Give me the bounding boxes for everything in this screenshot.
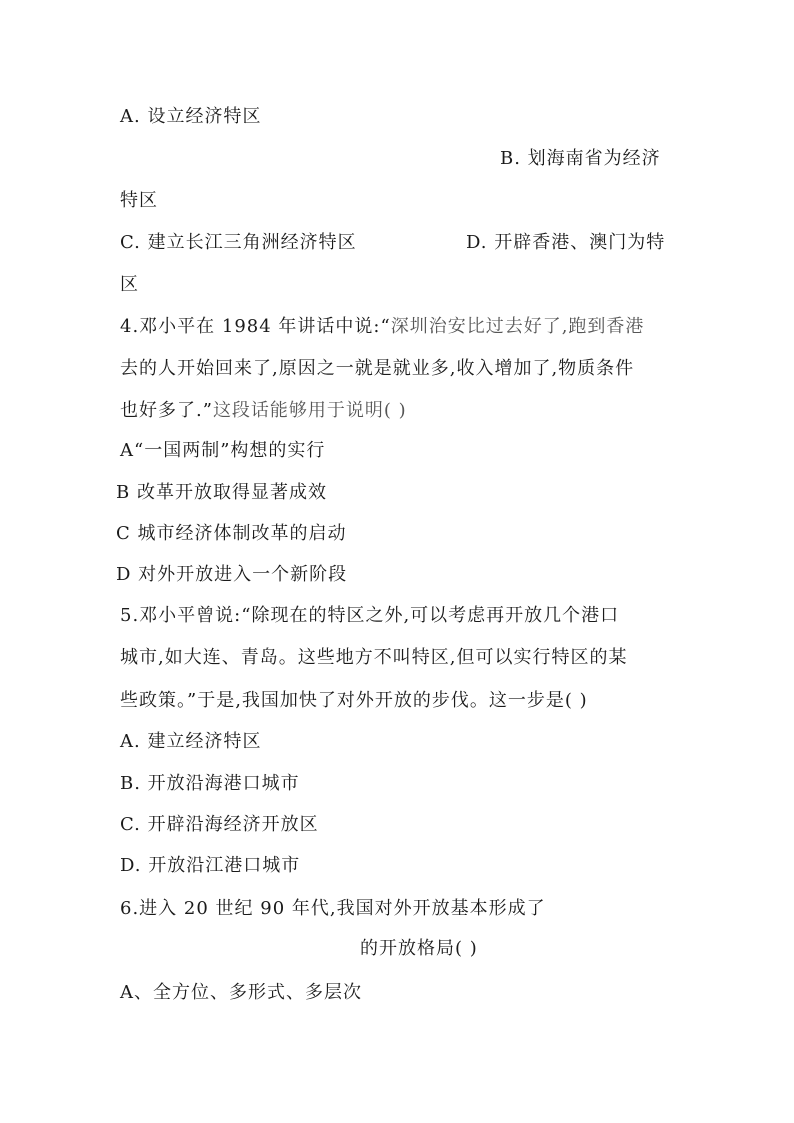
q6-option-a: A、全方位、多形式、多层次 — [120, 982, 362, 1003]
q4-stem-line1-quote: 深圳治安比过去好了,跑到香港 — [390, 316, 645, 337]
q4-stem-line1-part1: 4.邓小平在 1984 年讲话中说:“ — [120, 316, 391, 337]
q6-stem-line2: 的开放格局( ) — [360, 938, 478, 959]
q4-option-b: B 改革开放取得显著成效 — [116, 482, 327, 503]
q3-option-b-line2: 特区 — [120, 190, 158, 211]
q6-stem-line1: 6.进入 20 世纪 90 年代,我国对外开放基本形成了 — [120, 898, 546, 919]
q4-stem-line2: 去的人开始回来了,原因之一就是就业多,收入增加了,物质条件 — [120, 358, 635, 379]
q3-option-b-line1: B. 划海南省为经济 — [500, 148, 661, 169]
q5-option-b: B. 开放沿海港口城市 — [120, 773, 300, 794]
q3-option-d-line2: 区 — [120, 274, 139, 295]
q5-option-c: C. 开辟沿海经济开放区 — [120, 814, 319, 835]
q4-stem-line3-part2: 这段话能够用于说明( ) — [212, 400, 407, 421]
q3-option-d-line1: D. 开辟香港、澳门为特 — [466, 232, 666, 253]
q3-option-a: A. 设立经济特区 — [120, 106, 262, 127]
q4-stem-line3-part1: 也好多了.” — [120, 400, 213, 421]
q4-option-a: A“一国两制”构想的实行 — [120, 440, 326, 461]
q4-option-c: C 城市经济体制改革的启动 — [116, 523, 347, 544]
q4-stem-line1 — [120, 314, 644, 340]
q5-option-d: D. 开放沿江港口城市 — [120, 855, 301, 876]
q5-stem-line1: 5.邓小平曾说:“除现在的特区之外,可以考虑再开放几个港口 — [120, 605, 620, 626]
q5-stem-line2: 城市,如大连、青岛。这些地方不叫特区,但可以实行特区的某 — [120, 647, 628, 668]
q5-stem-line3: 些政策。”于是,我国加快了对外开放的步伐。这一步是( ) — [120, 690, 588, 711]
q5-option-a: A. 建立经济特区 — [120, 731, 262, 752]
q4-option-d: D 对外开放进入一个新阶段 — [116, 564, 348, 585]
q3-option-c: C. 建立长江三角洲经济特区 — [120, 232, 357, 253]
q4-stem-line3 — [120, 398, 407, 424]
